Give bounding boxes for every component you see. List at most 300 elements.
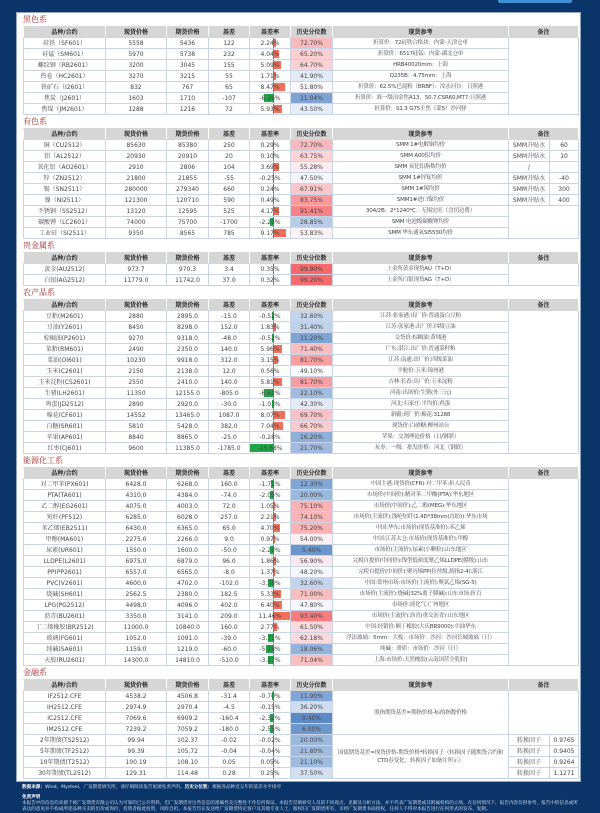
basis-rate — [250, 735, 291, 746]
column-header: 基差率 — [250, 129, 291, 140]
basis: -8.0 — [209, 567, 250, 578]
history-percentile: 32.60% — [291, 311, 333, 322]
commodity-name: 铁矿石（I2601） — [24, 82, 106, 93]
spot-reference: 304/2B：2*1240*C：无锡宏旺（含切边费） — [333, 206, 509, 217]
column-header: 基差 — [209, 680, 250, 691]
notes-cell — [509, 691, 579, 735]
basis: -160.4 — [209, 713, 250, 724]
basis: -74.0 — [209, 490, 250, 501]
column-header: 备注 — [509, 27, 579, 38]
commodity-name: 铜（CU2512） — [24, 140, 106, 151]
history-percentile: 66.70% — [291, 421, 333, 432]
basis-rate — [250, 195, 291, 206]
top-tab-button[interactable] — [498, 0, 572, 3]
section-title: 能源化工系 — [23, 454, 578, 467]
basis-rate-value: -1.71% — [259, 481, 280, 488]
basis-rate — [250, 355, 291, 366]
spot-reference: 市场价(主流价):烧碱(32%离子膜碱):山东市场:折百 — [333, 589, 509, 600]
basis-rate — [250, 655, 291, 666]
spot-price: 4538.2 — [106, 691, 167, 702]
table-row — [24, 49, 579, 60]
futures-price: 11385.0 — [167, 443, 209, 454]
basis: -55 — [209, 173, 250, 184]
commodity-name: 短纤(PF512) — [24, 512, 106, 523]
commodity-name: 螺纹钢（RB2601） — [24, 60, 106, 71]
note-label: SMM升贴水 — [509, 184, 550, 195]
basis-rate — [250, 388, 291, 399]
spot-price: 9350 — [106, 228, 167, 239]
futures-price: 767 — [167, 82, 209, 93]
section-title: 贵金属系 — [23, 239, 578, 252]
basis-rate-value: 9.17% — [260, 230, 279, 237]
futures-price: 8865.0 — [167, 432, 209, 443]
basis: 590 — [209, 195, 250, 206]
spot-reference: SMM 氧化铝指数均价 — [333, 162, 509, 173]
commodity-name: 苹果(AP601) — [24, 432, 106, 443]
commodity-name: 苯乙烯(EB2511) — [24, 523, 106, 534]
spot-price: 2890 — [106, 399, 167, 410]
percentile-text: 根据各品种近五年的基差水平排序 — [212, 785, 281, 790]
commodity-name: 红枣(CJ601) — [24, 443, 106, 454]
column-header: 基差率 — [250, 680, 291, 691]
table-row — [24, 501, 579, 512]
section-title: 黑色系 — [23, 13, 578, 26]
table-header-row — [24, 27, 579, 38]
table-row — [24, 432, 579, 443]
basis-rate-value: 1.86% — [260, 558, 279, 565]
note-label: 转换因子 — [509, 768, 550, 779]
spot-price: 14552 — [106, 410, 167, 421]
futures-price: 5428.0 — [167, 421, 209, 432]
spot-price: 5558 — [106, 38, 167, 49]
basis-rate-value: 1.83% — [260, 324, 279, 331]
basis-rate — [250, 38, 291, 49]
column-header: 基差率 — [250, 468, 291, 479]
spot-price: 3200 — [106, 60, 167, 71]
basis: -48.0 — [209, 333, 250, 344]
basis-rate — [250, 432, 291, 443]
note-value: 10 — [550, 151, 579, 162]
spot-reference: 苹果：交割理论价格（日/钢联） — [333, 432, 509, 443]
spot-reference: 折算价：准一级冶金焦A13，S0.7,CSR60,MT7:日照港 — [333, 93, 509, 104]
basis-rate — [250, 567, 291, 578]
spot-reference: 上海:市场价:天然橡胶(云南国营全乳胶) — [333, 655, 509, 666]
history-percentile: 56.90% — [291, 556, 333, 567]
futures-price: 1710 — [167, 93, 209, 104]
history-percentile: 22.10% — [291, 388, 333, 399]
spot-price: 8450 — [106, 322, 167, 333]
note-value: -40 — [550, 173, 579, 184]
basis-rate — [250, 691, 291, 702]
spot-price: 9600 — [106, 443, 167, 454]
history-percentile: 65.20% — [291, 49, 333, 60]
table-row — [24, 633, 579, 644]
basis-rate-value: 0.97% — [260, 536, 279, 543]
basis-rate — [250, 545, 291, 556]
futures-price: 279340 — [167, 184, 209, 195]
futures-price: 85380 — [167, 140, 209, 151]
basis: 0.28 — [209, 768, 250, 779]
table-header-row — [24, 680, 579, 691]
table-row — [24, 490, 579, 501]
futures-price: 8298.0 — [167, 322, 209, 333]
history-percentile: 72.70% — [291, 140, 333, 151]
column-header: 备注 — [509, 468, 579, 479]
basis-rate — [250, 713, 291, 724]
basis: 160.0 — [209, 479, 250, 490]
basis: 0.05 — [209, 757, 250, 768]
disclaimer-title: 免责声明 — [22, 795, 581, 801]
column-header: 期货价格 — [167, 300, 209, 311]
spot-price: 5810 — [106, 421, 167, 432]
futures-price: 7059.2 — [167, 724, 209, 735]
basis-rate — [250, 311, 291, 322]
column-header: 基差率 — [250, 27, 291, 38]
spot-reference: 中国:常州市场:市场价(主流价):聚氯乙烯(SG-5) — [333, 578, 509, 589]
futures-price: 6365.0 — [167, 523, 209, 534]
commodity-name: 玉米(C2601) — [24, 366, 106, 377]
basis-rate — [250, 501, 291, 512]
note-value: 400 — [550, 195, 579, 206]
history-percentile: 20.00% — [291, 735, 333, 746]
table-row — [24, 264, 579, 275]
futures-price: 6028.0 — [167, 512, 209, 523]
column-header: 历史分位数 — [291, 300, 333, 311]
table-row — [24, 735, 579, 746]
basis-rate-value: -3.57% — [259, 657, 280, 664]
history-percentile: 6.00% — [291, 724, 333, 735]
futures-price: 8565 — [167, 228, 209, 239]
basis: 257.0 — [209, 512, 250, 523]
table-row — [24, 60, 579, 71]
basis-rate — [250, 523, 291, 534]
column-header: 现货价格 — [106, 27, 167, 38]
basis-rate — [250, 421, 291, 432]
commodity-name: 沥青(BU2601) — [24, 611, 106, 622]
futures-price: 2380.0 — [167, 589, 209, 600]
spot-price: 2910 — [106, 162, 167, 173]
history-percentile: 21.80% — [291, 746, 333, 757]
table-header-row — [24, 468, 579, 479]
history-percentile: 21.70% — [291, 443, 333, 454]
spot-reference: 纯碱：重质：市场价：沙河（日） — [333, 644, 509, 655]
basis: -0.04 — [209, 746, 250, 757]
spot-price: 2974.9 — [106, 702, 167, 713]
column-header: 期货价格 — [167, 468, 209, 479]
basis: 209.0 — [209, 611, 250, 622]
spot-reference: SMM 电池级碳酸锂均价 — [333, 217, 509, 228]
basis-rate — [250, 490, 291, 501]
history-percentile: 93.40% — [291, 611, 333, 622]
futures-price: 9918.0 — [167, 355, 209, 366]
table-row — [24, 377, 579, 388]
basis: 232 — [209, 49, 250, 60]
futures-price: 2138.0 — [167, 366, 209, 377]
basis-rate — [250, 443, 291, 454]
commodity-name: 对二甲苯(PX601) — [24, 479, 106, 490]
history-percentile: 55.28% — [291, 162, 333, 173]
basis: 96.0 — [209, 556, 250, 567]
commodity-name: 5年期债(TF2512) — [24, 746, 106, 757]
spot-price: 3350.0 — [106, 611, 167, 622]
spot-reference: 现货价:白砂糖:柳州站台 — [333, 421, 509, 432]
basis-rate — [250, 140, 291, 151]
basis: 9.0 — [209, 534, 250, 545]
commodity-name: 热卷（HC2601） — [24, 71, 106, 82]
footer — [16, 785, 581, 813]
spot-reference: 折算价：72硅铁合格块：内蒙-天津仓单 — [333, 38, 509, 49]
basis-rate — [250, 622, 291, 633]
table-row — [24, 366, 579, 377]
basis-rate — [250, 644, 291, 655]
futures-price: 4003.0 — [167, 501, 209, 512]
basis: 140.0 — [209, 377, 250, 388]
spot-price: 6430.0 — [106, 523, 167, 534]
commodity-name: 白糖(SR601) — [24, 421, 106, 432]
basis-rate-value: 3.15% — [260, 357, 279, 364]
column-header: 备注 — [509, 680, 579, 691]
futures-price: 2970.4 — [167, 702, 209, 713]
column-header: 品种/合约 — [24, 300, 106, 311]
note-value — [550, 162, 579, 173]
basis-rate — [250, 377, 291, 388]
table-row — [24, 410, 579, 421]
spot-price: 973.7 — [106, 264, 167, 275]
history-percentile: 0.40% — [291, 713, 333, 724]
spot-reference: Q235B：4.75mm：上海 — [333, 71, 509, 82]
section-title: 农产品系 — [23, 286, 578, 299]
basis-rate-value: -3.78% — [259, 580, 280, 587]
futures-price: 3141.0 — [167, 611, 209, 622]
commodity-name: IM2512.CFE — [24, 724, 106, 735]
basis-rate — [250, 333, 291, 344]
column-header: 历史分位数 — [291, 27, 333, 38]
spot-price: 1159.0 — [106, 644, 167, 655]
basis-rate — [250, 93, 291, 104]
basis-rate-value: 7.04% — [260, 423, 279, 430]
spot-reference: 市场价(主流价):沥青(重交沥青):山东地区 — [333, 611, 509, 622]
table-row — [24, 523, 579, 534]
basis-rate-value: 0.05% — [260, 759, 279, 766]
history-percentile: 67.91% — [291, 184, 333, 195]
spot-reference: 交货价:棕榈油:黄埔港 — [333, 333, 509, 344]
basis-rate — [250, 611, 291, 622]
futures-price: 108.10 — [167, 757, 209, 768]
column-header: 品种/合约 — [24, 468, 106, 479]
futures-price: 12155.0 — [167, 388, 209, 399]
basis-rate — [250, 724, 291, 735]
basis-rate-value: 0.25% — [260, 770, 279, 777]
basis-rate — [250, 578, 291, 589]
history-percentile: 47.50% — [291, 173, 333, 184]
futures-price: 114.48 — [167, 768, 209, 779]
futures-price: 10840.0 — [167, 622, 209, 633]
notes-cell — [509, 38, 579, 115]
table-row — [24, 311, 579, 322]
basis-rate — [250, 60, 291, 71]
table-row — [24, 151, 579, 162]
disclaimer-text: 本报告中的信息均来源于被广发期货有限公司认为可靠的已公开资料，但广发期货对这些信息的准确性及完整性不作任何保证。本报告反映研究人员的不同观点、见解及分析方法，并不代表广发期货或其附属机构的立场。在任何情况下，报告内容仅供参考，报告中的信息或所表达的意见并不构成所述品种买卖的出价或询价，投资者据此投资，风险自担。本报告旨在发送给广发期货特定客户及其他专业人士，版权归广发期货所有，未经广发期货书面授权，任何人不得对本报告进行任何形式的发布、复制。 — [22, 801, 581, 813]
futures-price: 120710 — [167, 195, 209, 206]
column-header: 期货价格 — [167, 253, 209, 264]
basis: 152.0 — [209, 322, 250, 333]
percentile-label: 历史分位数： — [185, 785, 213, 790]
basis: 72.0 — [209, 501, 250, 512]
history-percentile: 47.80% — [291, 600, 333, 611]
history-percentile: 48.20% — [291, 567, 333, 578]
table-row — [24, 322, 579, 333]
column-header: 基差率 — [250, 253, 291, 264]
commodity-name: 生猪(LH2601) — [24, 388, 106, 399]
spot-price: 2880 — [106, 311, 167, 322]
basis-rate-value: -5.18% — [259, 646, 280, 653]
futures-price: 1219.0 — [167, 644, 209, 655]
notes-cell — [509, 264, 579, 286]
basis: 155 — [209, 60, 250, 71]
history-percentile: 51.80% — [291, 82, 333, 93]
futures-price: 4506.8 — [167, 691, 209, 702]
column-header: 基差 — [209, 468, 250, 479]
spot-price: 8840 — [106, 432, 167, 443]
column-header: 品种/合约 — [24, 129, 106, 140]
spot-reference: 国债期货基差=现货价格-期货价格*转换因子（转换因子随期货合约和CTD券变化，转换因子如备注所示） — [333, 735, 509, 779]
table-row — [24, 443, 579, 454]
commodity-name: IF2512.CFE — [24, 691, 106, 702]
basis-rate-value: 0.24% — [260, 186, 279, 193]
history-percentile: 74.10% — [291, 512, 333, 523]
table-row — [24, 589, 579, 600]
basis: 37.0 — [209, 275, 250, 286]
spot-reference: 江苏:张家港:出厂价:四级豆油 — [333, 322, 509, 333]
history-percentile: 21.10% — [291, 757, 333, 768]
commodity-name: IC2512.CFE — [24, 713, 106, 724]
section-table-3 — [23, 299, 579, 454]
basis-rate-value: 4.70% — [260, 525, 279, 532]
futures-price: 1091.0 — [167, 633, 209, 644]
spot-price: 4075.0 — [106, 501, 167, 512]
basis-rate-value: 5.81% — [260, 379, 279, 386]
commodity-name: 丁二烯橡胶(BR2512) — [24, 622, 106, 633]
basis-rate-value: 2.21% — [260, 514, 279, 521]
futures-price: 2350.0 — [167, 344, 209, 355]
spot-reference: 市场价(中间价):精对苯二甲酸(PTA):华东地区 — [333, 490, 509, 501]
futures-price: 75700 — [167, 217, 209, 228]
column-header: 基差率 — [250, 300, 291, 311]
spot-price: 129.31 — [106, 768, 167, 779]
basis-rate — [250, 71, 291, 82]
table-row — [24, 479, 579, 490]
commodity-name: LLDPE(L2601) — [24, 556, 106, 567]
table-row — [24, 104, 579, 115]
basis: -510.0 — [209, 655, 250, 666]
basis: 55 — [209, 71, 250, 82]
futures-price: 102.37 — [167, 735, 209, 746]
history-percentile: 99.20% — [291, 275, 333, 286]
basis-rate-value: -0.15% — [259, 704, 280, 711]
table-row — [24, 162, 579, 173]
basis: -15.0 — [209, 311, 250, 322]
table-row — [24, 333, 579, 344]
history-percentile: 99.90% — [291, 264, 333, 275]
table-row — [24, 600, 579, 611]
note-label: SMM升贴水 — [509, 151, 550, 162]
column-header: 备注 — [509, 129, 579, 140]
spot-price: 11000.0 — [106, 622, 167, 633]
history-percentile: 75.20% — [291, 523, 333, 534]
commodity-name: 30年期债(TL2512) — [24, 768, 106, 779]
futures-price: 1600.0 — [167, 545, 209, 556]
column-header: 现货参考 — [333, 253, 509, 264]
note-label: SMM升贴水 — [509, 195, 550, 206]
note-label: 转换因子 — [509, 757, 550, 768]
table-row — [24, 644, 579, 655]
spot-price: 99.39 — [106, 746, 167, 757]
column-header: 历史分位数 — [291, 253, 333, 264]
column-header: 基差 — [209, 129, 250, 140]
futures-price: 2266.0 — [167, 534, 209, 545]
basis: -39.0 — [209, 633, 250, 644]
history-percentile: 71.40% — [291, 344, 333, 355]
futures-price: 5738 — [167, 49, 209, 60]
basis-rate — [250, 275, 291, 286]
commodity-name: 纯碱(SA601) — [24, 644, 106, 655]
spot-price: 1052.0 — [106, 633, 167, 644]
commodity-name: 10年期债(T2512) — [24, 757, 106, 768]
basis-rate — [250, 217, 291, 228]
commodity-name: 焦煤（JM2601） — [24, 104, 106, 115]
table-row — [24, 195, 579, 206]
commodity-name: 镍（NI2511） — [24, 195, 106, 206]
futures-price: 3215 — [167, 71, 209, 82]
column-header: 品种/合约 — [24, 27, 106, 38]
column-header: 现货价格 — [106, 129, 167, 140]
spot-price: 1288 — [106, 104, 167, 115]
spot-reference: 股指期货基差=期指价格-标的指数价格 — [333, 691, 509, 735]
basis-rate-value: 1.05% — [260, 503, 279, 510]
spot-reference: SMM A00铝均价 — [333, 151, 509, 162]
basis-rate — [250, 702, 291, 713]
spot-reference: 上金所黄金现货AU（T+D） — [333, 264, 509, 275]
basis-rate-value: -2.05% — [259, 492, 280, 499]
note-label: SMM升贴水 — [509, 173, 550, 184]
history-percentile: 37.50% — [291, 768, 333, 779]
spot-reference: 完税自提价(中间价):线型低密度聚乙烯LLDPE(膜级):山东 — [333, 556, 509, 567]
basis-rate-value: 5.93% — [260, 106, 279, 113]
basis: -107 — [209, 93, 250, 104]
spot-price: 11350 — [106, 388, 167, 399]
table-row — [24, 82, 579, 93]
spot-price: 2490 — [106, 344, 167, 355]
spot-price: 74000 — [106, 217, 167, 228]
history-percentile: 16.20% — [291, 432, 333, 443]
history-percentile: 81.70% — [291, 377, 333, 388]
spot-price: 5970 — [106, 49, 167, 60]
table-row — [24, 93, 579, 104]
table-row — [24, 691, 579, 702]
basis-rate — [250, 162, 291, 173]
spot-reference: 河北:石家庄:平均价:鸡蛋 — [333, 399, 509, 410]
basis-rate-value: -0.02% — [259, 737, 280, 744]
futures-price: 14810.0 — [167, 655, 209, 666]
history-percentile: 32.60% — [291, 578, 333, 589]
column-header: 基差 — [209, 253, 250, 264]
history-percentile: 81.70% — [291, 355, 333, 366]
basis-rate — [250, 184, 291, 195]
basis: -60.0 — [209, 644, 250, 655]
commodity-name: 玻璃(FG601) — [24, 633, 106, 644]
history-percentile: 71.00% — [291, 589, 333, 600]
note-label: 转换因子 — [509, 735, 550, 746]
